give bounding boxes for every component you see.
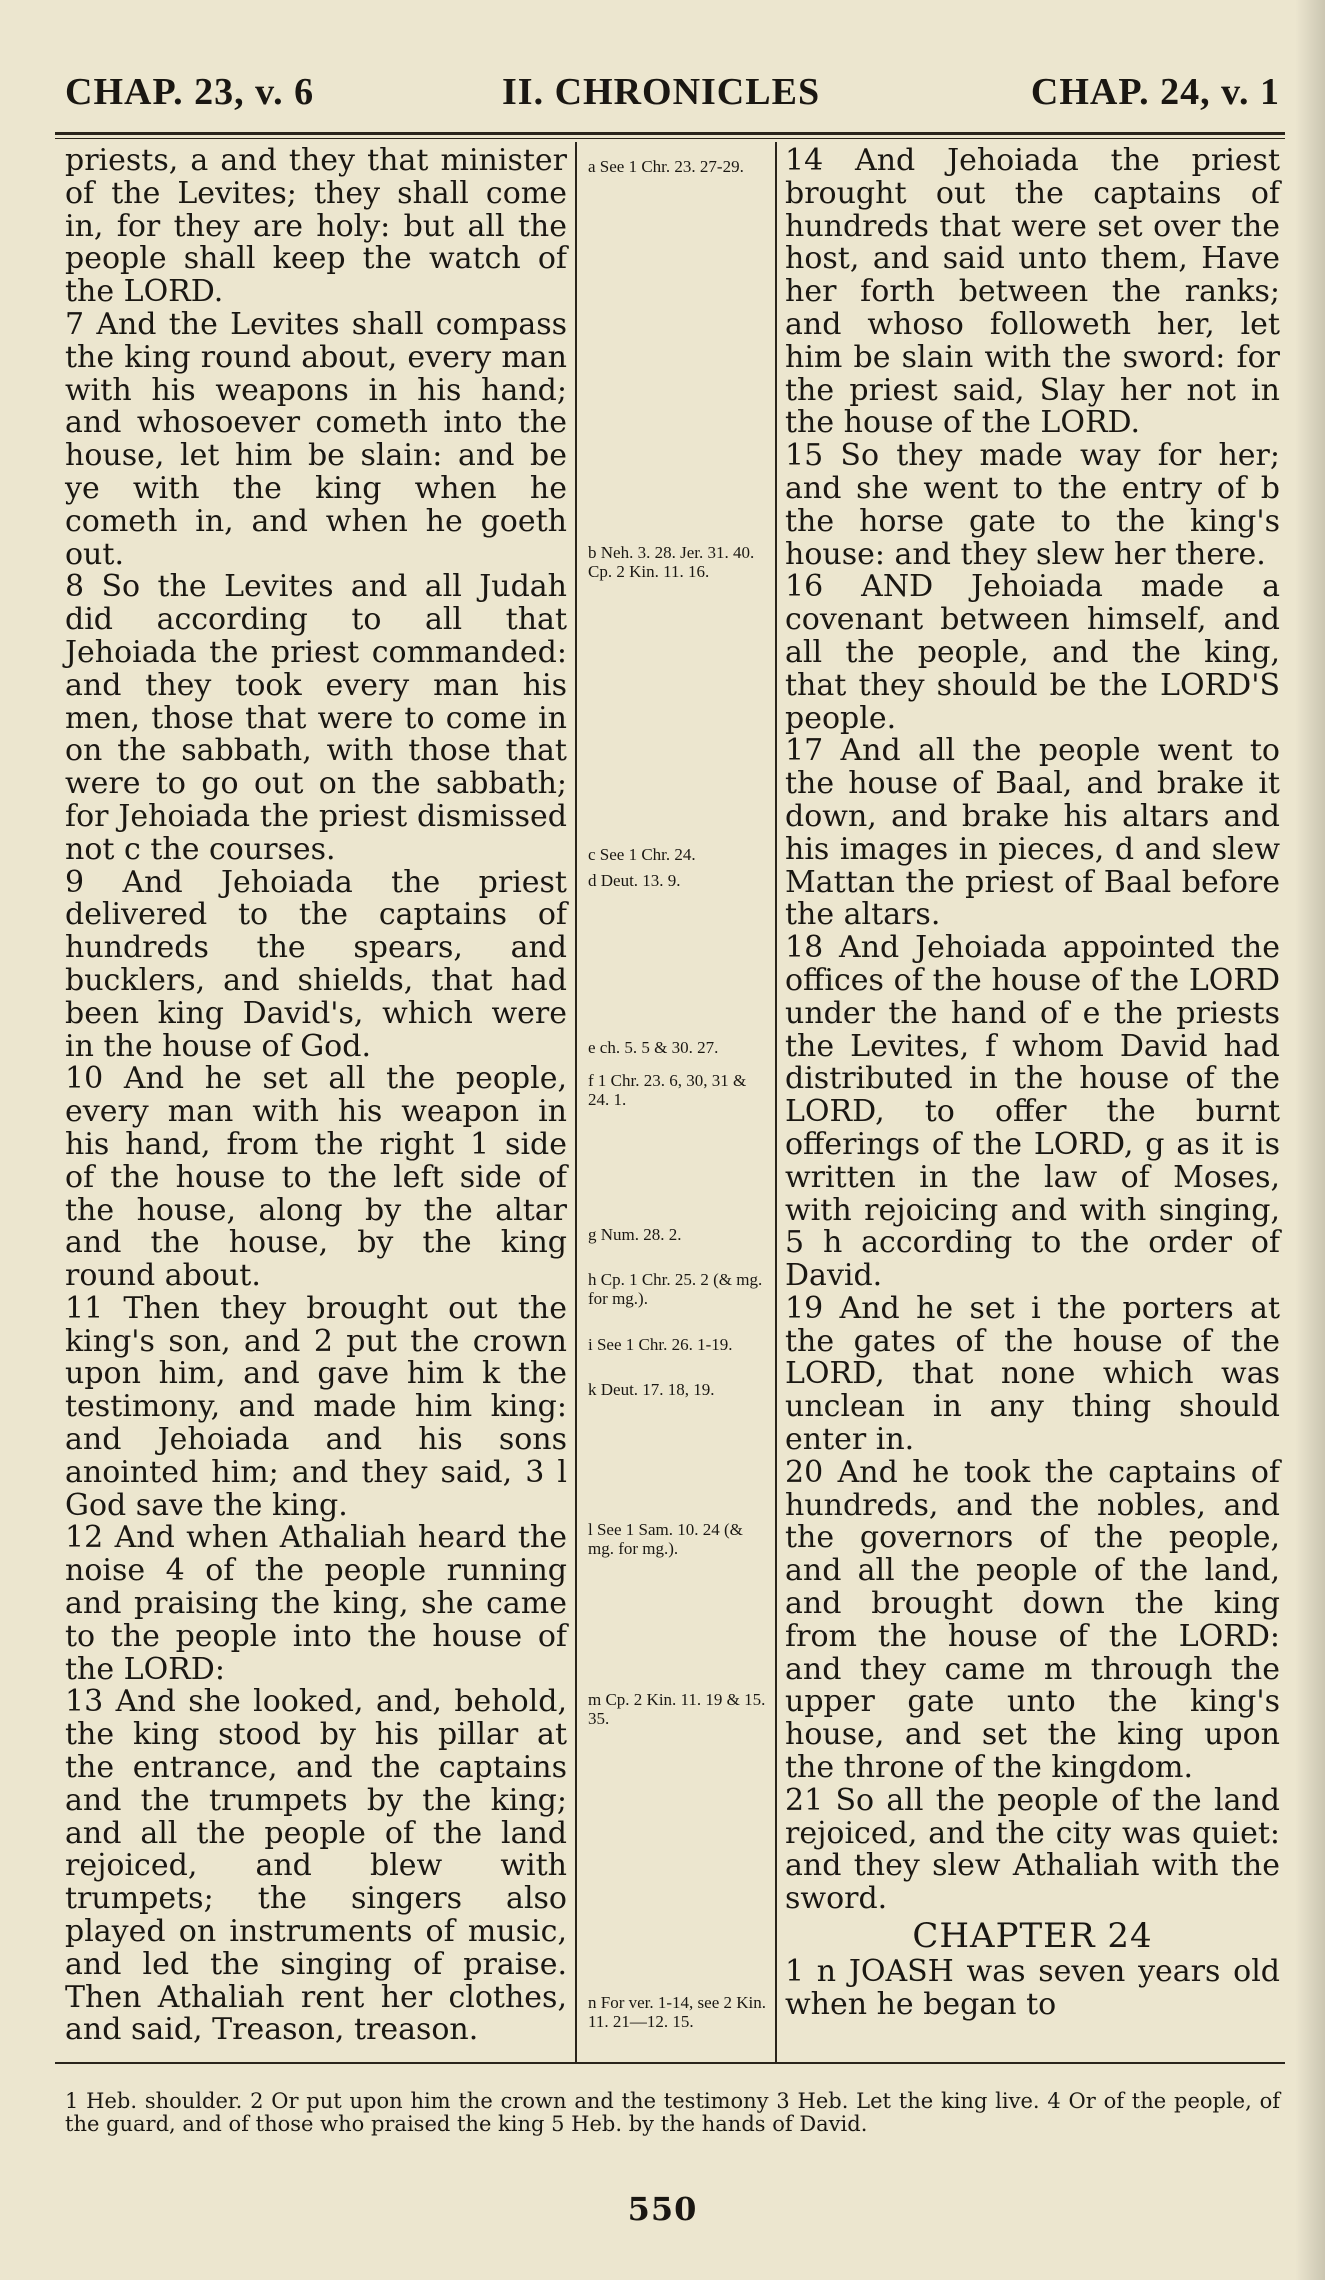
right-text-column	[785, 145, 1280, 2050]
verse-paragraph: 11 Then they brought out the king's son, and 2 put the crown upon him, and gave him k the testimony, and made him king: and Jehoiada and his sons anointed him; and they said, 3 l God save the king.	[65, 1290, 567, 1523]
margin-reference: i See 1 Chr. 26. 1-19.	[588, 1335, 733, 1354]
verse-paragraph: priests, a and they that minister of the Levites; they shall come in, for they are holy: but all the people shall keep the watch of the LORD.	[65, 143, 567, 310]
verse-paragraph: 20 And he took the captains of hundreds, and the nobles, and the governors of the people, and all the people of the land, and brought down the king from the house of the LORD: and they came m through the upper gate unto the king's house, and set the king upon the throne of the kingdom.	[785, 1454, 1280, 1786]
verse-paragraph: 10 And he set all the people, every man with his weapon in his hand, from the right 1 side of the house to the left side of the house, along by the altar and the house, by the king round about.	[65, 1061, 567, 1294]
margin-reference: e ch. 5. 5 & 30. 27.	[588, 1038, 719, 1057]
verse-paragraph: 8 So the Levites and all Judah did according to all that Jehoiada the priest commanded: and they took every man his men, those that were to come in on the sabbath, with those that were to go out on the sabbath; for Jehoiada the priest dismissed not c the courses.	[65, 569, 567, 867]
margin-reference: k Deut. 17. 18, 19.	[588, 1380, 715, 1399]
left-text-column	[65, 145, 567, 2050]
verse-paragraph: 15 So they made way for her; and she went to the entry of b the horse gate to the king's house: and they slew her there.	[785, 438, 1280, 572]
margin-reference: m Cp. 2 Kin. 11. 19 & 15. 35.	[588, 1690, 766, 1728]
verse-paragraph: 21 So all the people of the land rejoiced, and the city was quiet: and they slew Athaliah with the sword.	[785, 1782, 1280, 1917]
margin-reference: n For ver. 1-14, see 2 Kin. 11. 21—12. 15.	[588, 1993, 767, 2031]
verse-paragraph: 14 And Jehoiada the priest brought out the captains of hundreds that were set over the host, and said unto them, Have her forth between the ranks; and whoso followeth her, let him be slain with the sword: for the priest said, Slay her not in the house of the LORD.	[785, 143, 1280, 441]
verse-paragraph: 9 And Jehoiada the priest delivered to the captains of hundreds the spears, and bucklers, and shields, that had been king David's, which were in the house of God.	[65, 864, 567, 1064]
center-reference-column	[588, 145, 766, 2055]
margin-reference: l See 1 Sam. 10. 24 (& mg. for mg.).	[588, 1520, 743, 1558]
header-book-title: II. CHRONICLES	[502, 71, 821, 113]
margin-reference: b Neh. 3. 28. Jer. 31. 40. Cp. 2 Kin. 11. 16.	[588, 543, 755, 581]
footnote-text: 1 Heb. shoulder. 2 Or put upon him the crown and the testimony 3 Heb. Let the king live. 4 Or of the people, of the guard, and of those who praised the king 5 Heb. by the hands of David.	[65, 2089, 1280, 2136]
verse-paragraph: 16 AND Jehoiada made a covenant between himself, and all the people, and the king, that they should be the LORD'S people.	[785, 569, 1280, 736]
margin-reference: f 1 Chr. 23. 6, 30, 31 & 24. 1.	[588, 1071, 747, 1109]
chapter-first-verse: 1 n JOASH was seven years old when he began to	[785, 1954, 1280, 2022]
margin-reference: a See 1 Chr. 23. 27-29.	[588, 157, 744, 176]
margin-reference: c See 1 Chr. 24.	[588, 845, 696, 864]
verse-paragraph: 19 And he set i the porters at the gates of the house of the LORD, that none which was unclean in any thing should enter in.	[785, 1290, 1280, 1458]
page-edge-shadow	[1295, 0, 1325, 2280]
margin-reference: g Num. 28. 2.	[588, 1225, 682, 1244]
verse-paragraph: 18 And Jehoiada appointed the offices of the house of the LORD under the hand of e the priests the Levites, f whom David had distributed in the house of the LORD, to offer the burnt offerings of the LORD, g as it is written in the law of Moses, with rejoicing and with singing, 5 h according to the order of David.	[785, 930, 1280, 1294]
page-number: 550	[627, 2190, 698, 2228]
verse-paragraph: 17 And all the people went to the house of Baal, and brake it down, and brake his altars and his images in pieces, d and slew Mattan the priest of Baal before the altars.	[785, 733, 1280, 933]
column-divider-right	[775, 142, 777, 2062]
margin-reference: h Cp. 1 Chr. 25. 2 (& mg. for mg.).	[588, 1270, 763, 1308]
header-rule-thin	[55, 138, 1285, 139]
verse-paragraph: 13 And she looked, and, behold, the king stood by his pillar at the entrance, and the captains and the trumpets by the king; and all the people of the land rejoiced, and blew with trumpets; the singers also played on instruments of music, and led the singing of praise. Then Athaliah rent her clothes, and said, Treason, treason.	[65, 1684, 567, 2048]
margin-reference: d Deut. 13. 9.	[588, 871, 681, 890]
verse-paragraph: 7 And the Levites shall compass the king round about, every man with his weapons in his hand; and whosoever cometh into the house, let him be slain: and be ye with the king when he cometh in, and when he goeth out.	[65, 306, 567, 572]
verse-paragraph: 12 And when Athaliah heard the noise 4 of the people running and praising the king, she came to the people into the house of the LORD:	[65, 1520, 567, 1687]
header-right-chapter-ref: CHAP. 24, v. 1	[1030, 71, 1280, 113]
footnotes	[65, 2090, 1280, 2136]
header-rule	[55, 132, 1285, 135]
footnote-rule	[55, 2062, 1285, 2064]
running-header	[65, 70, 1280, 130]
chapter-heading: CHAPTER 24	[912, 1916, 1153, 1957]
header-left-chapter-ref: CHAP. 23, v. 6	[65, 71, 315, 113]
column-divider-left	[575, 142, 577, 2062]
